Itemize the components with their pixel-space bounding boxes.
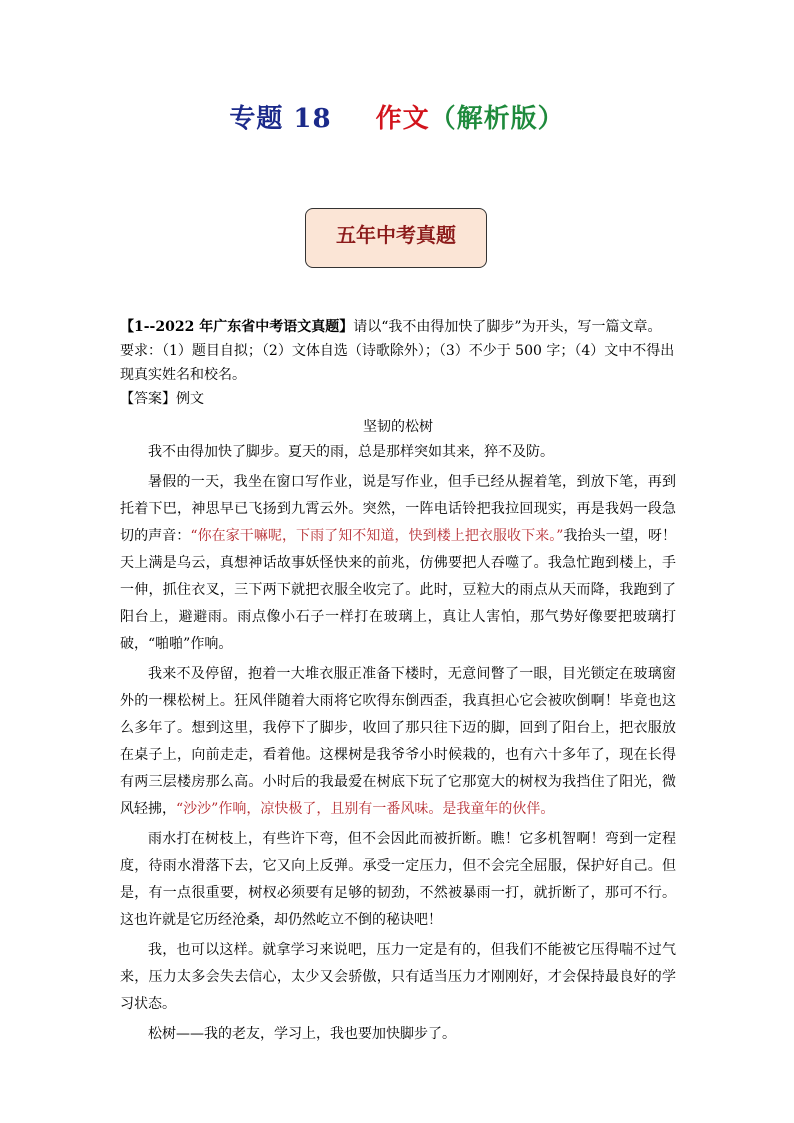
page-title — [0, 98, 794, 135]
essay-paragraph-5: 我，也可以这样。就拿学习来说吧，压力一定是有的，但我们不能被它压得喘不过气来，压力太多会失去信心，太少又会骄傲，只有适当压力才刚刚好，才会保持最良好的学习状态。 — [120, 942, 676, 1012]
essay-paragraph-1: 我不由得加快了脚步。夏天的雨，总是那样突如其来，猝不及防。 — [148, 444, 554, 460]
answer-heading — [120, 387, 676, 411]
p3-red-text: “沙沙”作响，凉快极了，且别有一番风味。是我童年的伙伴。 — [176, 801, 555, 817]
document-body — [120, 315, 676, 1048]
question-source: 【1--2022 年广东省中考语文真题】 — [120, 319, 354, 335]
title-subject: 作文 — [375, 104, 430, 134]
essay-paragraph-4: 雨水打在树枝上，有些许下弯，但不会因此而被折断。瞧！它多机智啊！弯到一定程度，待雨水滑落下去，它又向上反弹。承受一定压力，但不会完全屈服，保护好自己。但是，有一点很重要，树杈必须要有足够的韧劲，不然被暴雨一打，就折断了，那可不行。这也许就是它历经沧桑，却仍然屹立不倒的秘诀吧！ — [120, 831, 676, 928]
title-topic-number: 专题 18 — [229, 104, 332, 134]
essay-title: 坚韧的松树 — [363, 419, 433, 435]
section-heading-box: 五年中考真题 — [305, 208, 487, 268]
essay-paragraph-3 — [120, 661, 676, 823]
title-edition: （解析版） — [429, 104, 565, 134]
question-requirements: 要求：（1）题目自拟；（2）文体自选（诗歌除外）；（3）不少于 500 字；（4）文中不得出现真实姓名和校名。 — [120, 343, 675, 383]
essay-paragraph-2 — [120, 469, 676, 658]
p2-quote: “你在家干嘛呢，下雨了知不知道，快到楼上把衣服收下来。” — [190, 528, 564, 544]
answer-label-suffix: 例文 — [176, 391, 204, 407]
p2-text-a: 暑假的一天，我坐在窗口写作业，说是写作业，但手已经从握着笔，到放下笔，再到托着下巴，神思早已飞扬到九霄云外。突然，一阵电话铃把我拉回现实，再是我妈一段急切的声音： — [120, 474, 676, 544]
essay-paragraph-6: 松树——我的老友，学习上，我也要加快脚步了。 — [148, 1026, 456, 1042]
question-prompt: 请以“我不由得加快了脚步”为开头，写一篇文章。 — [353, 319, 662, 335]
p3-text-a: 我来不及停留，抱着一大堆衣服正准备下楼时，无意间瞥了一眼，目光锁定在玻璃窗外的一棵松树上。狂风伴随着大雨将它吹得东倒西歪，我真担心它会被吹倒啊！毕竟也这么多年了。想到这里，我停下了脚步，收回了那只往下迈的脚，回到了阳台上，把衣服放在桌子上，向前走走，看着他。这棵树是我爷爷小时候栽的，也有六十多年了，现在长得有两三层楼房那么高。小时后的我最爱在树底下玩了它那宽大的树杈为我挡住了阳光，微风轻拂， — [120, 666, 676, 817]
question-paragraph — [120, 315, 676, 339]
p2-text-b: 我抬头一望，呀！天上满是乌云，真想神话故事妖怪快来的前兆，仿佛要把人吞噬了。我急忙跑到楼上，手一伸，抓住衣叉，三下两下就把衣服全收完了。此时，豆粒大的雨点从天而降，我跑到了阳台上，避避雨。雨点像小石子一样打在玻璃上，真让人害怕，那气势好像要把玻璃打破，“啪啪”作响。 — [120, 528, 677, 652]
answer-label: 【答案】 — [120, 391, 176, 407]
